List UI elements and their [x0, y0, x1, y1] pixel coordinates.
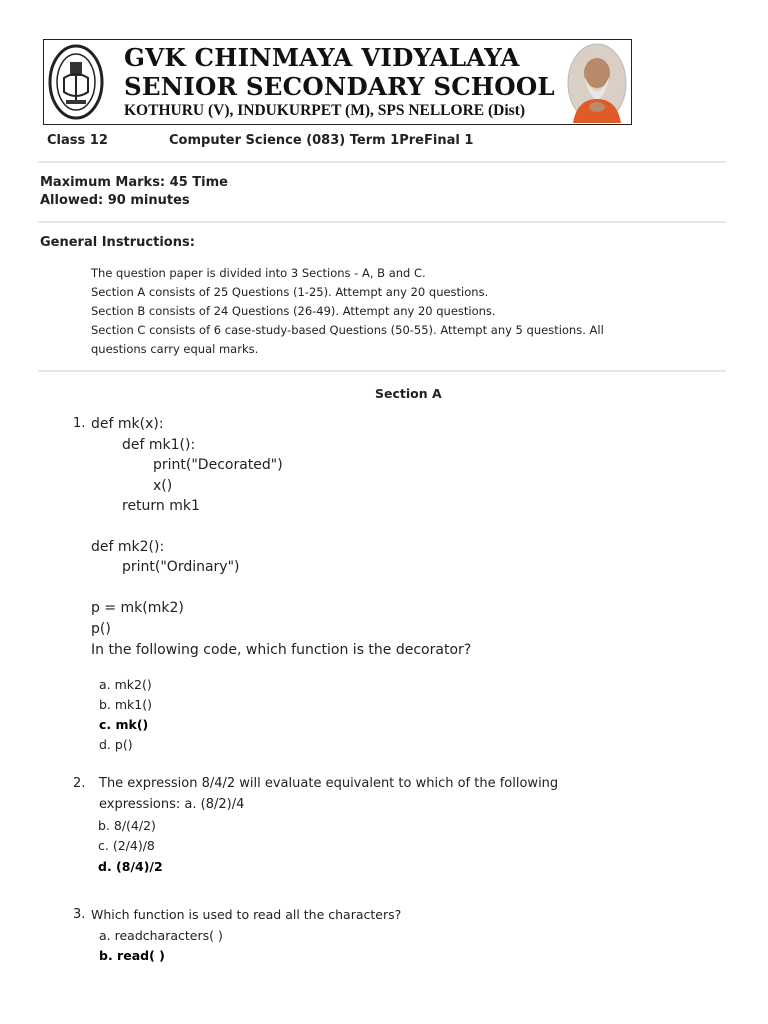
answer-option: a. readcharacters( ): [99, 928, 223, 943]
answer-option-correct: c. mk(): [99, 717, 149, 732]
max-marks: Maximum Marks: 45 Time: [40, 175, 228, 190]
question-text: expressions: a. (8/2)/4: [99, 797, 245, 812]
code-line: def mk1():: [122, 437, 196, 453]
subject-title: Computer Science (083) Term 1PreFinal 1: [169, 133, 474, 148]
divider: [38, 161, 726, 163]
question-number: 3.: [73, 907, 86, 922]
section-title: Section A: [375, 386, 442, 401]
school-header: [43, 39, 632, 125]
answer-option-correct: d. (8/4)/2: [98, 859, 163, 874]
time-allowed: Allowed: 90 minutes: [40, 193, 190, 208]
school-address: KOTHURU (V), INDUKURPET (M), SPS NELLORE (Dist): [124, 102, 526, 119]
question-text: In the following code, which function is the decorator?: [91, 642, 472, 658]
answer-option: d. p(): [99, 737, 133, 752]
code-line: p = mk(mk2): [91, 600, 184, 616]
school-name: [124, 43, 555, 101]
question-text: Which function is used to read all the characters?: [91, 907, 402, 922]
answer-option: b. mk1(): [99, 697, 153, 712]
divider: [38, 221, 726, 223]
question-number: 1.: [73, 416, 86, 431]
answer-option: b. 8/(4/2): [98, 818, 156, 833]
code-line: x(): [153, 478, 173, 494]
school-name-line1: GVK CHINMAYA VIDYALAYA: [124, 43, 520, 72]
instruction-line: questions carry equal marks.: [91, 342, 259, 356]
code-line: p(): [91, 621, 111, 637]
instruction-line: Section C consists of 6 case-study-based Questions (50-55). Attempt any 5 questions. All: [91, 323, 604, 337]
instructions-heading: General Instructions:: [40, 235, 195, 250]
answer-option: a. mk2(): [99, 677, 152, 692]
school-name-line2: SENIOR SECONDARY SCHOOL: [124, 72, 555, 101]
answer-option: c. (2/4)/8: [98, 838, 155, 853]
class-label: Class 12: [47, 133, 108, 148]
code-line: print("Ordinary"): [122, 559, 240, 575]
instructions-list: [91, 264, 631, 359]
divider: [38, 370, 726, 372]
instruction-line: Section B consists of 24 Questions (26-49). Attempt any 20 questions.: [91, 304, 496, 318]
instruction-line: Section A consists of 25 Questions (1-25). Attempt any 20 questions.: [91, 285, 489, 299]
code-line: return mk1: [122, 498, 200, 514]
question-text: The expression 8/4/2 will evaluate equivalent to which of the following: [99, 776, 559, 791]
instruction-line: The question paper is divided into 3 Sections - A, B and C.: [91, 266, 426, 280]
code-line: print("Decorated"): [153, 457, 283, 473]
school-logo-icon: [48, 44, 104, 120]
question-number: 2.: [73, 776, 86, 791]
founder-photo: [567, 43, 627, 123]
code-line: def mk(x):: [91, 416, 164, 432]
answer-option-correct: b. read( ): [99, 948, 165, 963]
code-line: def mk2():: [91, 539, 165, 555]
